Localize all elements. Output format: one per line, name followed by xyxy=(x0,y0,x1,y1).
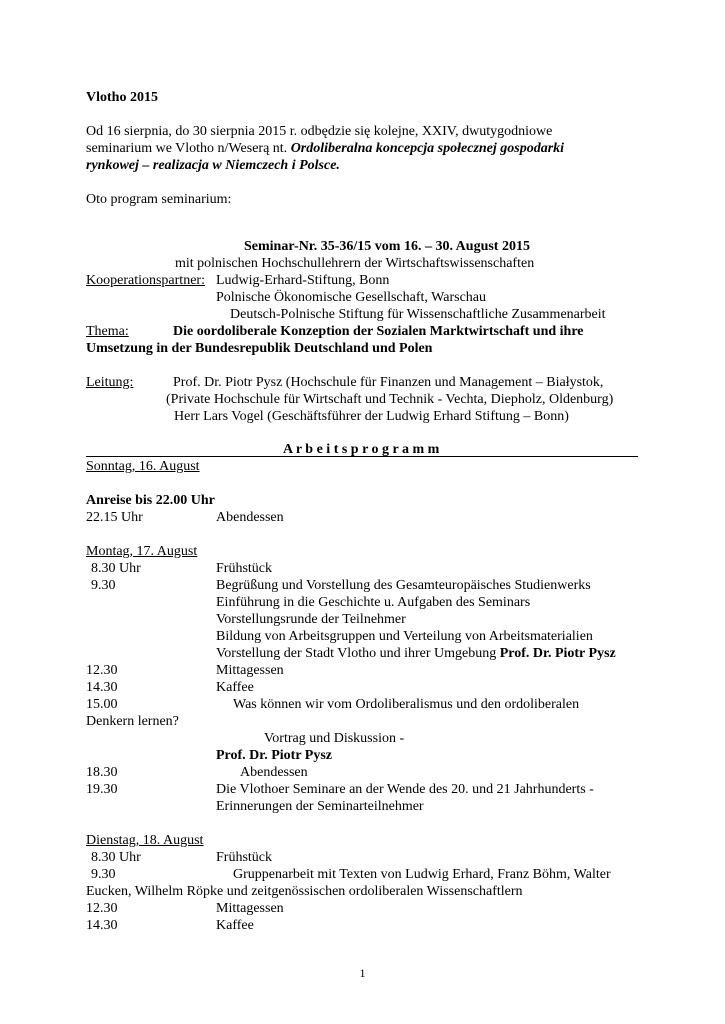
theme-line-2: Umsetzung in der Bundesrepublik Deutschland und Polen xyxy=(86,341,433,356)
partner-2: Polnische Ökonomische Gesellschaft, Warschau xyxy=(216,290,486,305)
seminar-subtitle: mit polnischen Hochschullehrern der Wirtschaftswissenschaften xyxy=(175,256,535,271)
montag-time-3: 12.30 xyxy=(86,663,118,678)
arrival-note: Anreise bis 22.00 Uhr xyxy=(86,493,215,508)
montag-item-7a: Die Vlothoer Seminare an der Wende des 20. und 21 Jahrhunderts - xyxy=(216,782,594,797)
dienstag-item-2b: Eucken, Wilhelm Röpke und zeitgenössischen ordoliberalen Wissenschaftlern xyxy=(86,884,523,899)
dienstag-time-2: 9.30 xyxy=(91,867,116,882)
montag-item-5d: Prof. Dr. Piotr Pysz xyxy=(216,748,332,763)
partner-1: Ludwig-Erhard-Stiftung, Bonn xyxy=(216,273,390,288)
sonntag-item-1: Abendessen xyxy=(216,510,284,525)
montag-item-1: Frühstück xyxy=(216,561,272,576)
intro-line-3: rynkowej – realizacja w Niemczech i Polsce. xyxy=(86,158,340,173)
montag-item-3: Mittagessen xyxy=(216,663,284,678)
montag-item-5a: Was können wir vom Ordoliberalismus und den ordoliberalen xyxy=(233,697,580,712)
montag-item-7b: Erinnerungen der Seminarteilnehmer xyxy=(216,799,424,814)
sonntag-time-1: 22.15 Uhr xyxy=(86,510,143,525)
intro-line-2 xyxy=(86,140,564,157)
program-intro: Oto program seminarium: xyxy=(86,192,232,207)
intro-line-1: Od 16 sierpnia, do 30 sierpnia 2015 r. odbędzie się kolejne, XXIV, dwutygodniowe xyxy=(86,124,553,139)
montag-item-4: Kaffee xyxy=(216,680,254,695)
leitung-label: Leitung: xyxy=(86,375,134,390)
partners-label: Kooperationspartner: xyxy=(86,273,205,288)
dienstag-time-1: 8.30 Uhr xyxy=(91,850,141,865)
dienstag-time-3: 12.30 xyxy=(86,901,118,916)
montag-item-2e-speaker: Prof. Dr. Piotr Pysz xyxy=(499,646,616,661)
montag-time-2: 9.30 xyxy=(91,578,116,593)
montag-item-6: Abendessen xyxy=(240,765,308,780)
dienstag-item-4: Kaffee xyxy=(216,918,254,933)
intro-line-2-title: Ordoliberalna koncepcja społecznej gospodarki xyxy=(290,141,565,156)
partner-3: Deutsch-Polnische Stiftung für Wissenschaftliche Zusammenarbeit xyxy=(230,307,606,322)
leitung-line-1: Prof. Dr. Piotr Pysz (Hochschule für Finanzen und Management – Białystok, xyxy=(173,375,604,390)
document-title: Vlotho 2015 xyxy=(86,90,158,105)
dienstag-time-4: 14.30 xyxy=(86,918,118,933)
montag-item-5c: Vortrag und Diskussion - xyxy=(264,731,405,746)
leitung-line-2: (Private Hochschule für Wirtschaft und Technik - Vechta, Diepholz, Oldenburg) xyxy=(166,392,614,407)
dienstag-item-2a: Gruppenarbeit mit Texten von Ludwig Erhard, Franz Böhm, Walter xyxy=(233,867,611,882)
day-dienstag: Dienstag, 18. August xyxy=(86,833,204,848)
montag-item-5b: Denkern lernen? xyxy=(86,714,179,729)
program-heading: A r b e i t s p r o g r a m m xyxy=(283,442,440,457)
montag-item-2d: Bildung von Arbeitsgruppen und Verteilung von Arbeitsmaterialien xyxy=(216,629,593,644)
intro-line-2-text: seminarium we Vlotho n/Weserą nt. xyxy=(86,141,291,156)
montag-item-2a: Begrüßung und Vorstellung des Gesamteuropäisches Studienwerks xyxy=(216,578,591,593)
montag-item-2e xyxy=(216,645,616,662)
montag-item-2c: Vorstellungsrunde der Teilnehmer xyxy=(216,612,406,627)
montag-time-5: 15.00 xyxy=(86,697,118,712)
theme-line-1: Die oordoliberale Konzeption der Sozialen Marktwirtschaft und ihre xyxy=(173,324,584,339)
montag-time-6: 18.30 xyxy=(86,765,118,780)
leitung-line-3: Herr Lars Vogel (Geschäftsführer der Ludwig Erhard Stiftung – Bonn) xyxy=(174,409,569,424)
montag-item-2e-text: Vorstellung der Stadt Vlotho und ihrer Umgebung xyxy=(216,646,500,661)
dienstag-item-3: Mittagessen xyxy=(216,901,284,916)
day-montag: Montag, 17. August xyxy=(86,544,198,559)
montag-time-4: 14.30 xyxy=(86,680,118,695)
montag-time-1: 8.30 Uhr xyxy=(91,561,141,576)
theme-label: Thema: xyxy=(86,324,129,339)
heading-rule xyxy=(86,456,638,457)
dienstag-item-1: Frühstück xyxy=(216,850,272,865)
montag-item-2b: Einführung in die Geschichte u. Aufgaben des Seminars xyxy=(216,595,531,610)
page-number: 1 xyxy=(359,966,366,980)
montag-time-7: 19.30 xyxy=(86,782,118,797)
seminar-number: Seminar-Nr. 35-36/15 vom 16. – 30. August 2015 xyxy=(244,239,530,254)
day-sonntag: Sonntag, 16. August xyxy=(86,459,200,474)
